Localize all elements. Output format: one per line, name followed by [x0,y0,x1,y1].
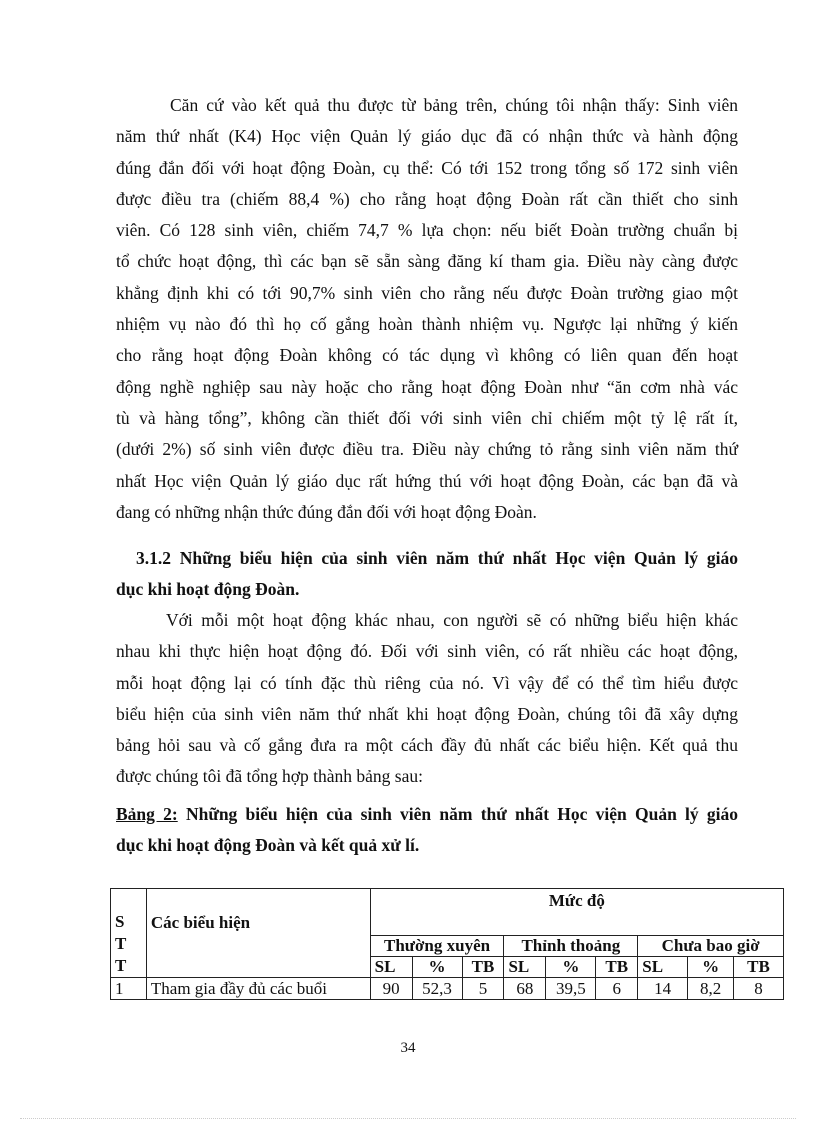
caption-text: Những biểu hiện của sinh viên năm thứ nhất Học viện Quản lý giáo [177,804,738,824]
heading-line: dục khi hoạt động Đoàn. [116,579,300,600]
row-value: 52,3 [412,978,462,1000]
sub-header: % [688,957,734,978]
text-line: biểu hiện của sinh viên năm thứ nhất khi hoạt động Đoàn, chúng tôi đã xây dựng [116,703,738,724]
sub-header: % [412,957,462,978]
sub-header: % [546,957,596,978]
sub-header: TB [462,957,504,978]
text-line: tù và hàng tổng”, không cần thiết đối với sinh viên chỉ chiếm một tỷ lệ rất ít, [116,407,738,428]
page-divider [20,1118,796,1119]
row-value: 8,2 [688,978,734,1000]
table-caption [116,799,738,862]
sub-header: TB [596,957,638,978]
sub-header: TB [734,957,784,978]
row-value: 6 [596,978,638,1000]
stt-header: S T T [111,889,147,978]
table-row [111,978,784,1000]
section-heading [116,543,738,606]
sub-header: SL [504,957,546,978]
text-line: được điều tra (chiếm 88,4 %) cho rằng hoạt động Đoàn rất cần thiết cho sinh [116,188,738,209]
text-line: tổ chức hoạt động, thì các bạn sẽ sẵn sàng đăng kí tham gia. Điều này càng được [116,251,738,272]
level-header: Thỉnh thoảng [504,936,638,957]
heading-line: 3.1.2 Những biểu hiện của sinh viên năm thứ nhất Học viện Quản lý giáo [136,548,738,568]
sub-header: SL [370,957,412,978]
text-line: Căn cứ vào kết quả thu được từ bảng trên, chúng tôi nhận thấy: Sinh viên [170,95,738,115]
text-line: nhau khi thực hiện hoạt động đó. Đối với sinh viên, có rất nhiều các hoạt động, [116,641,738,662]
text-line: Với mỗi một hoạt động khác nhau, con người sẽ có những biểu hiện khác [166,610,738,630]
text-line: (dưới 2%) số sinh viên được điều tra. Điều này chứng tỏ rằng sinh viên năm thứ [116,439,738,460]
row-label: Tham gia đầy đủ các buổi [146,978,370,1000]
text-line: đang có những nhận thức đúng đắn đối với hoạt động Đoàn. [116,501,537,522]
bieu-hien-header: Các biểu hiện [146,889,370,978]
text-line: cho rằng hoạt động Đoàn không có tác dụng vì không có liên quan đến hoạt [116,345,738,366]
text-line: được chúng tôi đã tổng hợp thành bảng sau: [116,766,423,787]
row-value: 8 [734,978,784,1000]
text-line: năm thứ nhất (K4) Học viện Quản lý giáo dục đã có nhận thức và hành động [116,126,738,147]
row-value: 5 [462,978,504,1000]
row-value: 68 [504,978,546,1000]
text-line: đúng đắn đối với hoạt động Đoàn, cụ thể: Có tới 152 trong tổng số 172 sinh viên [116,157,738,178]
row-value: 39,5 [546,978,596,1000]
level-header: Thường xuyên [370,936,504,957]
caption-line: dục khi hoạt động Đoàn và kết quả xử lí. [116,835,420,856]
paragraph-intro [116,605,738,793]
text-line: khẳng định khi có tới 90,7% sinh viên cho rằng nếu được Đoàn trường giao một [116,282,738,303]
paragraph-conclusion [116,90,738,528]
row-stt: 1 [111,978,147,1000]
text-line: nhất Học viện Quản lý giáo dục rất hứng thú với hoạt động Đoàn, các bạn đã và [116,470,738,491]
caption-line [116,799,738,830]
muc-do-header: Mức độ [370,889,783,936]
text-line: động nghề nghiệp sau này hoặc cho rằng hoạt động Đoàn như “ăn cơm nhà vác [116,376,738,397]
text-line: nhiệm vụ nào đó thì họ cố gắng hoàn thành nhiệm vụ. Ngược lại những ý kiến [116,314,738,335]
text-line: bảng hỏi sau và cố gắng đưa ra một cách đầy đủ nhất các biểu hiện. Kết quả thu [116,735,738,756]
text-line: mỗi hoạt động lại có tính đặc thù riêng của nó. Vì vậy để có thể tìm hiểu được [116,672,738,693]
row-value: 14 [638,978,688,1000]
results-table [110,888,784,1000]
caption-label: Bảng 2: [116,804,178,824]
level-header: Chưa bao giờ [638,936,784,957]
row-value: 90 [370,978,412,1000]
sub-header: SL [638,957,688,978]
page-number: 34 [400,1040,416,1056]
text-line: viên. Có 128 sinh viên, chiếm 74,7 % lựa chọn: nếu biết Đoàn trường chuẩn bị [116,220,738,241]
